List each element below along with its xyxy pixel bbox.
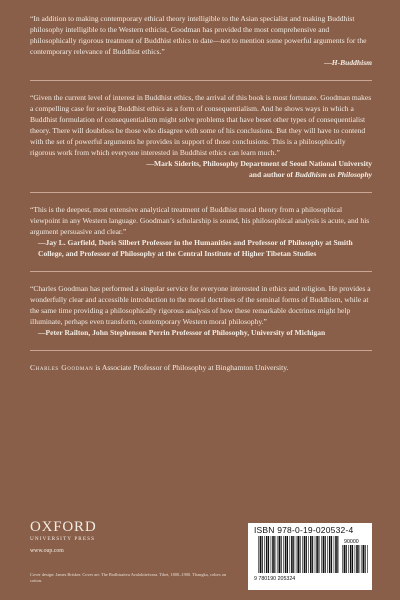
barcode-bar [262, 536, 263, 573]
author-bio [30, 363, 372, 373]
barcode-panel [248, 523, 372, 590]
barcode-bar [325, 536, 326, 573]
barcode-bar [287, 536, 288, 573]
publisher-logo [30, 520, 96, 554]
quote-text: “This is the deepest, most extensive analytical treatment of Buddhist moral theory from a philosophical viewpoint in any Western language. Goodman’s scholarship is sound, his philosophical analysis is acute, and his argument persuasive and clear.” [30, 204, 370, 236]
barcode-bar [264, 536, 265, 573]
attribution-line: —Mark Siderits, Philosophy Department of Seoul National University [146, 158, 372, 168]
barcode-main-bars [258, 536, 338, 573]
quote-attribution [30, 159, 372, 181]
publisher-press: UNIVERSITY PRESS [30, 536, 96, 542]
barcode-bar [308, 536, 309, 573]
barcode-bar [355, 545, 356, 573]
barcode-bar [316, 536, 318, 573]
barcode-bar [302, 536, 303, 573]
isbn-label: ISBN 978-0-19-020532-4 [254, 525, 354, 535]
barcode-addon-digits: 90000 [344, 539, 359, 545]
back-cover-text [30, 14, 372, 373]
barcode-bar [367, 545, 368, 573]
barcode-bar [361, 545, 362, 573]
barcode-bar [363, 545, 365, 573]
barcode-bar [291, 536, 293, 573]
barcode-bar [315, 536, 316, 573]
barcode-bar [279, 536, 281, 573]
barcode-bar [312, 536, 313, 573]
review-quote-3 [30, 205, 372, 260]
barcode-bar [350, 545, 352, 573]
quote-attribution: —Jay L. Garfield, Doris Silbert Professor in the Humanities and Professor of Philosophy at Smith College, and Professor of Philosophy at the Central Institute of Higher Tibetan Studies [38, 238, 353, 258]
barcode-bar [300, 536, 301, 573]
publisher-url: www.oup.com [30, 548, 64, 554]
barcode-bar [306, 536, 307, 573]
barcode-bar [358, 545, 359, 573]
author-bio-text: is Associate Professor of Philosophy at Binghamton University. [93, 362, 289, 372]
barcode-bar [290, 536, 291, 573]
barcode-bar [356, 545, 358, 573]
barcode-bar [310, 536, 312, 573]
barcode-bar [348, 545, 349, 573]
barcode-bar [283, 536, 284, 573]
barcode-bar [327, 536, 328, 573]
barcode-bar [318, 536, 319, 573]
review-quote-2 [30, 93, 372, 181]
barcode-bar [331, 536, 332, 573]
barcode-bar [321, 536, 322, 573]
barcode-bar [268, 536, 269, 573]
barcode-bar [293, 536, 294, 573]
barcode-bar [281, 536, 282, 573]
divider [30, 271, 372, 272]
barcode-bar [258, 536, 259, 573]
barcode-addon-bars [342, 545, 368, 573]
barcode-main-digits: 9 780190 205324 [254, 576, 296, 582]
barcode-bar [272, 536, 274, 573]
barcode-bar [344, 545, 346, 573]
barcode-bar [335, 536, 337, 573]
quote-text: “Given the current level of interest in Buddhist ethics, the arrival of this book is most fortunate. Goodman makes a compelling case for seeing Buddhist ethics as a form of consequentialism. And he shows ways in which a Buddhist formulation of consequentialism might solve problems that have beset other types of consequentialist theory. There will doubtless be those who disagree with some of his conclusions. But they will have to contend with the set of powerful arguments he provides in support of those conclusions. This is a philosophically rigorous work from which everyone interested in Buddhist ethics can learn much.” [30, 93, 372, 157]
barcode-bar [346, 545, 347, 573]
barcode-bar [342, 545, 343, 573]
barcode-bar [271, 536, 272, 573]
barcode-bar [297, 536, 299, 573]
quote-text: “In addition to making contemporary ethical theory intelligible to the Asian specialist and making Buddhist philosophy intelligible to the Western ethicist, Goodman has provided the most comprehensive and philosophically rigorous treatment of Buddhist ethics to date—not to mention some powerful arguments for the contemporary relevance of Buddhist ethics.” [30, 14, 367, 56]
barcode-bar [266, 536, 268, 573]
barcode-bar [304, 536, 306, 573]
book-title: Buddhism as Philosophy [294, 169, 372, 179]
review-quote-4 [30, 284, 372, 339]
barcode-bar [285, 536, 287, 573]
publisher-brand: OXFORD [30, 519, 97, 535]
barcode-bar [365, 545, 366, 573]
barcode-bar [323, 536, 325, 573]
divider [30, 80, 372, 81]
barcode-bar [277, 536, 278, 573]
barcode-bar [352, 545, 353, 573]
divider [30, 350, 372, 351]
divider [30, 192, 372, 193]
barcode-bar [337, 536, 338, 573]
barcode-bar [260, 536, 262, 573]
cover-credits: Cover design: James Brisker. Cover art: The Bodhisattva Avalokiteśvara. Tibet, 1800–1900. Thangka, colors on cotton. [30, 572, 227, 583]
review-quote-1 [30, 14, 372, 69]
quote-attribution: —Peter Railton, John Stephenson Perrin Professor of Philosophy, University of Michigan [38, 327, 326, 337]
barcode-bar [274, 536, 275, 573]
barcode [252, 536, 370, 582]
barcode-bar [334, 536, 335, 573]
quote-text: “Charles Goodman has performed a singular service for everyone interested in ethics and religion. He provides a wonderfully clear and accessible introduction to the moral doctrines of the seminal forms of Buddhism, while at the same time providing a philosophically rigorous analysis of how these remarkable doctrines might help illuminate, perhaps even transform, contemporary Western moral philosophy.” [30, 283, 371, 326]
author-name: Charles Goodman [30, 362, 94, 372]
barcode-bar [329, 536, 331, 573]
barcode-bar [296, 536, 297, 573]
attribution-line: and author of [249, 169, 295, 179]
quote-attribution: —H-Buddhism [324, 58, 372, 68]
